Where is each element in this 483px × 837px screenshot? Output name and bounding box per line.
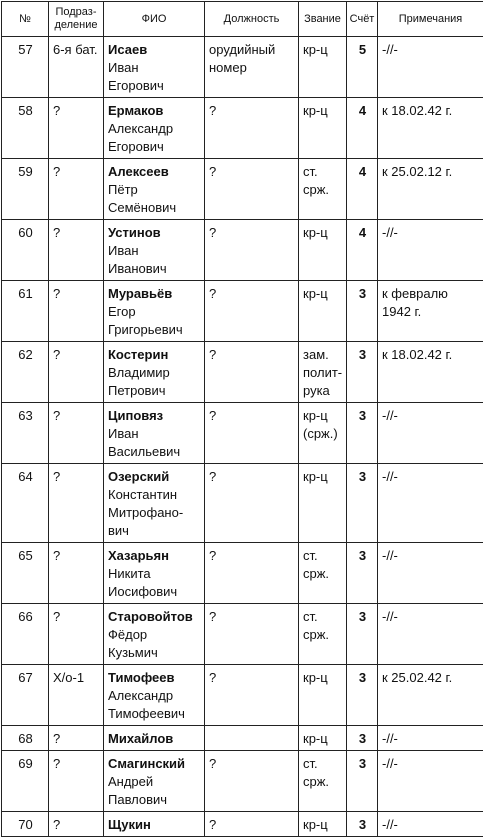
table-row	[2, 543, 483, 604]
surname: Алексеев	[108, 163, 201, 181]
table-row	[2, 464, 483, 543]
cell-number: 57	[2, 37, 49, 98]
table-row	[2, 342, 483, 403]
cell-score: 4	[347, 159, 378, 220]
table-header	[2, 2, 483, 37]
given-names: Александр Тимофеевич	[108, 687, 201, 723]
table-row	[2, 403, 483, 464]
cell-fio	[104, 37, 205, 98]
cell-unit: ?	[49, 726, 104, 751]
cell-fio	[104, 464, 205, 543]
given-names: Александр Егорович	[108, 120, 201, 156]
cell-rank: зам. полит- рука	[299, 342, 347, 403]
cell-note: -//-	[378, 37, 483, 98]
cell-fio	[104, 159, 205, 220]
cell-number: 65	[2, 543, 49, 604]
cell-note: -//-	[378, 464, 483, 543]
given-names: Пётр Семёнович	[108, 181, 201, 217]
surname: Ермаков	[108, 102, 201, 120]
header-rank: Звание	[299, 2, 347, 37]
cell-fio	[104, 812, 205, 837]
cell-rank: кр-ц	[299, 37, 347, 98]
cell-unit: ?	[49, 159, 104, 220]
cell-rank: кр-ц	[299, 812, 347, 837]
cell-number: 58	[2, 98, 49, 159]
cell-position: орудийный номер	[205, 37, 299, 98]
surname: Щукин	[108, 816, 201, 834]
cell-position: ?	[205, 464, 299, 543]
cell-rank: кр-ц	[299, 665, 347, 726]
table-row	[2, 751, 483, 812]
cell-note: к 25.02.12 г.	[378, 159, 483, 220]
given-names: Егор Григорьевич	[108, 303, 201, 339]
cell-number: 60	[2, 220, 49, 281]
cell-rank: ст. срж.	[299, 543, 347, 604]
given-names: Иван Иванович	[108, 242, 201, 278]
cell-fio	[104, 543, 205, 604]
surname: Циповяз	[108, 407, 201, 425]
cell-fio	[104, 751, 205, 812]
cell-score: 3	[347, 812, 378, 837]
table-row	[2, 98, 483, 159]
table-row	[2, 37, 483, 98]
cell-score: 3	[347, 543, 378, 604]
cell-score: 3	[347, 726, 378, 751]
cell-fio	[104, 604, 205, 665]
cell-rank: кр-ц (срж.)	[299, 403, 347, 464]
cell-note: -//-	[378, 543, 483, 604]
cell-number: 69	[2, 751, 49, 812]
surname: Хазарьян	[108, 547, 201, 565]
given-names: Иван Васильевич	[108, 425, 201, 461]
cell-fio	[104, 281, 205, 342]
cell-score: 3	[347, 751, 378, 812]
given-names: Константин Митрофано- вич	[108, 486, 201, 540]
cell-rank: ст. срж.	[299, 159, 347, 220]
cell-note: -//-	[378, 751, 483, 812]
cell-score: 4	[347, 220, 378, 281]
cell-score: 5	[347, 37, 378, 98]
cell-number: 70	[2, 812, 49, 837]
cell-unit: ?	[49, 812, 104, 837]
cell-score: 3	[347, 665, 378, 726]
cell-score: 3	[347, 281, 378, 342]
header-fio: ФИО	[104, 2, 205, 37]
cell-number: 67	[2, 665, 49, 726]
cell-note: к февралю 1942 г.	[378, 281, 483, 342]
header-position: Должность	[205, 2, 299, 37]
cell-position: ?	[205, 98, 299, 159]
cell-score: 3	[347, 464, 378, 543]
surname: Костерин	[108, 346, 201, 364]
cell-rank: кр-ц	[299, 98, 347, 159]
cell-position: ?	[205, 543, 299, 604]
cell-unit: ?	[49, 220, 104, 281]
cell-position: ?	[205, 812, 299, 837]
cell-note: к 25.02.42 г.	[378, 665, 483, 726]
cell-fio	[104, 403, 205, 464]
cell-score: 3	[347, 342, 378, 403]
table-row	[2, 159, 483, 220]
given-names: Никита Иосифович	[108, 565, 201, 601]
cell-score: 4	[347, 98, 378, 159]
cell-score: 3	[347, 604, 378, 665]
header-number: №	[2, 2, 49, 37]
cell-unit: ?	[49, 543, 104, 604]
cell-fio	[104, 220, 205, 281]
cell-unit: ?	[49, 342, 104, 403]
cell-unit: Х/о-1	[49, 665, 104, 726]
header-notes: Примечания	[378, 2, 483, 37]
cell-number: 61	[2, 281, 49, 342]
cell-number: 62	[2, 342, 49, 403]
surname: Муравьёв	[108, 285, 201, 303]
cell-score: 3	[347, 403, 378, 464]
cell-unit: ?	[49, 281, 104, 342]
cell-note: -//-	[378, 726, 483, 751]
cell-number: 63	[2, 403, 49, 464]
surname: Старовойтов	[108, 608, 201, 626]
cell-rank: кр-ц	[299, 464, 347, 543]
cell-note: -//-	[378, 812, 483, 837]
cell-position: ?	[205, 751, 299, 812]
cell-position: ?	[205, 159, 299, 220]
cell-number: 68	[2, 726, 49, 751]
cell-unit: ?	[49, 464, 104, 543]
cell-number: 59	[2, 159, 49, 220]
table-row	[2, 220, 483, 281]
cell-unit: ?	[49, 98, 104, 159]
cell-note: к 18.02.42 г.	[378, 342, 483, 403]
cell-rank: ст. срж.	[299, 604, 347, 665]
surname: Устинов	[108, 224, 201, 242]
table-row	[2, 604, 483, 665]
table-body	[2, 37, 483, 837]
cell-position: ?	[205, 342, 299, 403]
table-row	[2, 281, 483, 342]
cell-position: ?	[205, 604, 299, 665]
cell-unit: ?	[49, 403, 104, 464]
cell-note: -//-	[378, 403, 483, 464]
header-score: Счёт	[347, 2, 378, 37]
cell-position: ?	[205, 281, 299, 342]
cell-position: ?	[205, 220, 299, 281]
given-names: Андрей Павлович	[108, 773, 201, 809]
surname: Тимофеев	[108, 669, 201, 687]
given-names: Иван Егорович	[108, 59, 201, 95]
surname: Озерский	[108, 468, 201, 486]
cell-unit: ?	[49, 604, 104, 665]
header-unit: Подраз- деление	[49, 2, 104, 37]
cell-unit: 6-я бат.	[49, 37, 104, 98]
surname: Смагинский	[108, 755, 201, 773]
cell-unit: ?	[49, 751, 104, 812]
cell-rank: кр-ц	[299, 220, 347, 281]
cell-note: к 18.02.42 г.	[378, 98, 483, 159]
records-table	[1, 1, 483, 837]
cell-fio	[104, 98, 205, 159]
given-names: Владимир Петрович	[108, 364, 201, 400]
cell-fio	[104, 342, 205, 403]
cell-position: ?	[205, 403, 299, 464]
cell-rank: кр-ц	[299, 281, 347, 342]
table-row	[2, 665, 483, 726]
table-row	[2, 726, 483, 751]
cell-rank: кр-ц	[299, 726, 347, 751]
header-row	[2, 2, 483, 37]
surname: Исаев	[108, 41, 201, 59]
cell-fio	[104, 665, 205, 726]
surname: Михайлов	[108, 730, 201, 748]
cell-rank: ст. срж.	[299, 751, 347, 812]
given-names: Фёдор Кузьмич	[108, 626, 201, 662]
cell-note: -//-	[378, 220, 483, 281]
table-row	[2, 812, 483, 837]
cell-position: ?	[205, 665, 299, 726]
cell-note: -//-	[378, 604, 483, 665]
cell-number: 64	[2, 464, 49, 543]
cell-fio	[104, 726, 205, 751]
cell-number: 66	[2, 604, 49, 665]
cell-position	[205, 726, 299, 751]
